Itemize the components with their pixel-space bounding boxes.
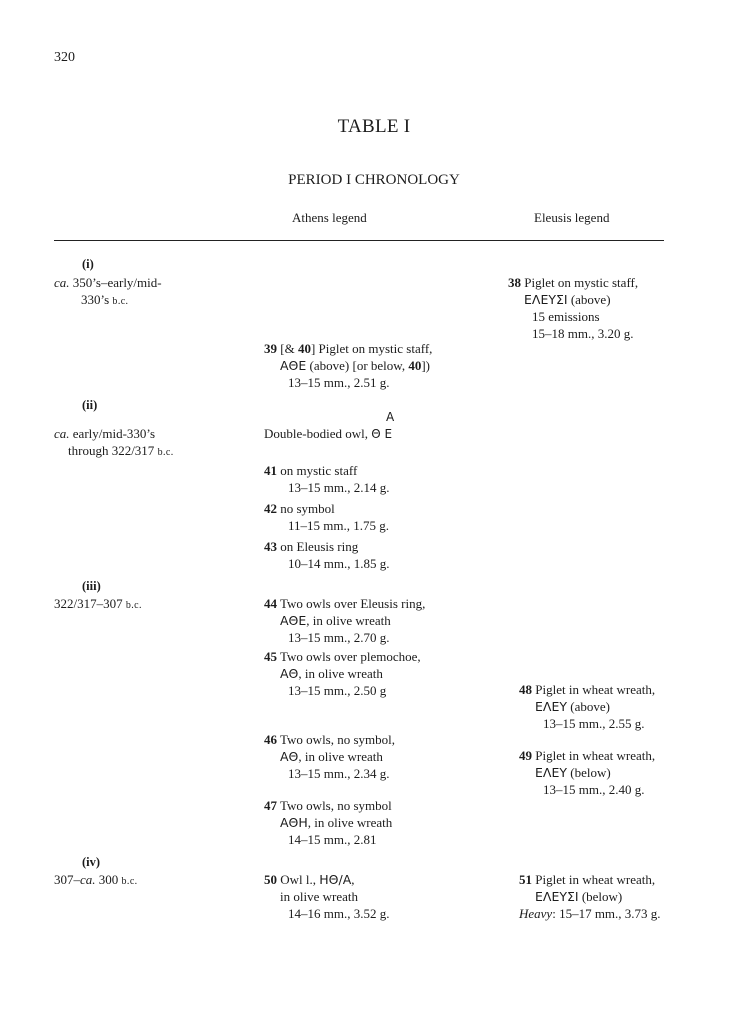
period-date-ii xyxy=(54,425,174,461)
entry-42 xyxy=(264,500,389,534)
entry-description: on Eleusis ring xyxy=(280,539,359,554)
period-label-iii: (iii) xyxy=(82,579,101,593)
period-date-line: through 322/317 xyxy=(68,443,155,458)
legend-note: (below) xyxy=(581,889,623,904)
entry-description: Owl l., xyxy=(280,872,316,887)
legend-note: (below) xyxy=(570,765,611,780)
entry-47 xyxy=(264,797,392,848)
entry-45 xyxy=(264,648,421,699)
entry-44 xyxy=(264,595,425,646)
entry-description: on mystic staff xyxy=(280,463,358,478)
entry-38 xyxy=(508,274,638,342)
entry-number: 48 xyxy=(519,682,532,697)
entry-41 xyxy=(264,462,389,496)
entry-number: 50 xyxy=(264,872,277,887)
coin-size-weight: 13–15 mm., 2.34 g. xyxy=(288,766,390,781)
entry-number: 42 xyxy=(264,501,277,516)
heavy-label: Heavy xyxy=(519,906,553,921)
coin-size-weight: 13–15 mm., 2.70 g. xyxy=(288,630,390,645)
coin-legend: ΗΘ/Α xyxy=(319,872,352,887)
period-ca: ca. xyxy=(54,426,70,441)
period-date-line: 307– xyxy=(54,872,80,887)
legend-note: , in olive wreath xyxy=(306,613,391,628)
entry-number: 40 xyxy=(297,341,311,356)
coin-size-weight: 13–15 mm., 2.55 g. xyxy=(543,716,645,731)
entry-description: Double-bodied owl, xyxy=(264,426,368,441)
column-header-eleusis: Eleusis legend xyxy=(534,210,610,225)
entry-description: Two owls over plemochoe, xyxy=(280,649,421,664)
entry-description-line2: in olive wreath xyxy=(280,889,358,904)
column-header-athens: Athens legend xyxy=(292,210,367,225)
coin-legend: ΕΛΕΥΣΙ xyxy=(535,889,579,904)
period-label-i: (i) xyxy=(82,257,94,271)
emission-count: 15 emissions xyxy=(532,309,600,324)
period-date-line: early/mid-330’s xyxy=(72,426,156,441)
legend-note: (above) xyxy=(570,699,610,714)
era-abbrev: b.c. xyxy=(157,447,174,458)
entry-description: Piglet in wheat wreath, xyxy=(535,748,656,763)
coin-legend: ΕΛΕΥΣΙ xyxy=(524,292,568,307)
legend-note: (above) xyxy=(570,292,611,307)
era-abbrev: b.c. xyxy=(121,876,138,887)
entry-number: 47 xyxy=(264,798,277,813)
entry-39 xyxy=(264,340,432,391)
period-date-line: 350’s–early/mid- xyxy=(72,275,162,290)
entry-description: ] Piglet on mystic staff, xyxy=(310,341,433,356)
entry-number: 41 xyxy=(264,463,277,478)
coin-legend: Θ Ε xyxy=(371,427,393,441)
entry-description: Two owls over Eleusis ring, xyxy=(280,596,426,611)
coin-size-weight: 14–15 mm., 2.81 xyxy=(288,832,377,847)
legend-note: , xyxy=(351,872,355,887)
entry-number: 45 xyxy=(264,649,277,664)
entry-43 xyxy=(264,538,389,572)
entry-number: 44 xyxy=(264,596,277,611)
entry-description: Piglet in wheat wreath, xyxy=(535,682,656,697)
coin-size-weight: 13–15 mm., 2.50 g xyxy=(288,683,387,698)
period-label-ii: (ii) xyxy=(82,398,98,412)
entry-number: 39 xyxy=(264,341,277,356)
table-subtitle: PERIOD I CHRONOLOGY xyxy=(288,172,460,188)
entry-49 xyxy=(519,747,655,798)
entry-number: 40 xyxy=(408,358,422,373)
entry-50 xyxy=(264,871,389,922)
coin-legend: ΑΘΕ xyxy=(280,613,307,628)
entry-number: 43 xyxy=(264,539,277,554)
coin-size-weight: 10–14 mm., 1.85 g. xyxy=(288,556,390,571)
coin-size-weight: 13–15 mm., 2.40 g. xyxy=(543,782,645,797)
header-rule xyxy=(54,240,664,241)
table-title: TABLE I xyxy=(337,116,411,137)
entry-description: Piglet on mystic staff, xyxy=(524,275,639,290)
coin-legend-top-letter: A xyxy=(386,410,395,424)
period-date-iii xyxy=(54,595,142,614)
coin-size-weight: 15–18 mm., 3.20 g. xyxy=(532,326,634,341)
coin-size-weight: 13–15 mm., 2.51 g. xyxy=(288,375,390,390)
entry-description: no symbol xyxy=(280,501,335,516)
period-date-iv xyxy=(54,871,138,890)
coin-legend: ΕΛΕΥ xyxy=(535,765,567,780)
entry-description: Piglet in wheat wreath, xyxy=(535,872,656,887)
period-date-i xyxy=(54,274,162,310)
legend-note: (above) [or below, xyxy=(309,358,409,373)
coin-legend: ΑΘΕ xyxy=(280,358,307,373)
entry-double-bodied-owl xyxy=(264,425,392,443)
entry-number: 51 xyxy=(519,872,532,887)
coin-legend: ΑΘ xyxy=(280,749,299,764)
coin-legend: ΕΛΕΥ xyxy=(535,699,567,714)
period-date-line: 330’s xyxy=(81,292,110,307)
legend-note: , in olive wreath xyxy=(298,666,383,681)
period-date-line: 322/317–307 xyxy=(54,596,123,611)
era-abbrev: b.c. xyxy=(125,600,142,611)
legend-close: ]) xyxy=(421,358,431,373)
coin-size-weight: 11–15 mm., 1.75 g. xyxy=(288,518,389,533)
page-number: 320 xyxy=(54,50,75,65)
coin-size-weight: : 15–17 mm., 3.73 g. xyxy=(552,906,661,921)
coin-legend: ΑΘΗ xyxy=(280,815,308,830)
period-date-line: 300 xyxy=(98,872,119,887)
coin-size-weight: 14–16 mm., 3.52 g. xyxy=(288,906,390,921)
entry-51 xyxy=(519,871,661,922)
period-ca: ca. xyxy=(80,872,96,887)
entry-48 xyxy=(519,681,655,732)
legend-note: , in olive wreath xyxy=(307,815,393,830)
entry-number: 46 xyxy=(264,732,277,747)
entry-prefix: [& xyxy=(280,341,298,356)
entry-number: 38 xyxy=(508,275,521,290)
entry-46 xyxy=(264,731,395,782)
period-ca: ca. xyxy=(54,275,70,290)
coin-legend: ΑΘ xyxy=(280,666,299,681)
legend-note: , in olive wreath xyxy=(298,749,383,764)
period-label-iv: (iv) xyxy=(82,855,101,869)
entry-description: Two owls, no symbol, xyxy=(280,732,396,747)
entry-description: Two owls, no symbol xyxy=(280,798,392,813)
coin-size-weight: 13–15 mm., 2.14 g. xyxy=(288,480,390,495)
entry-number: 49 xyxy=(519,748,532,763)
era-abbrev: b.c. xyxy=(112,296,129,307)
